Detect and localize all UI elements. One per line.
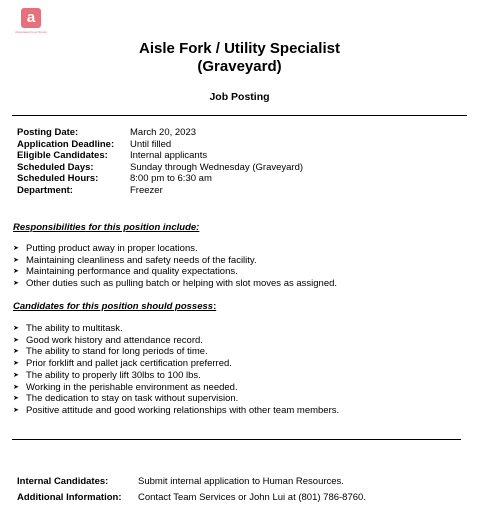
list-item-text: Good work history and attendance record. <box>26 334 203 346</box>
qualifications-heading-text: Candidates for this position should possess <box>13 301 214 312</box>
list-item <box>13 346 339 358</box>
list-item-text: Maintaining cleanliness and safety needs of the facility. <box>26 254 257 266</box>
qualifications-list <box>13 323 339 417</box>
contact-info <box>17 474 366 505</box>
list-item <box>13 243 337 255</box>
list-item <box>13 358 339 370</box>
arrow-bullet-icon: ➤ <box>13 395 19 403</box>
arrow-bullet-icon: ➤ <box>13 336 19 344</box>
logo-caption: Associated Food Stores <box>15 30 47 34</box>
arrow-bullet-icon: ➤ <box>13 268 19 276</box>
footer-row <box>17 474 366 490</box>
arrow-bullet-icon: ➤ <box>13 280 19 288</box>
detail-label: Department: <box>17 184 73 196</box>
detail-row <box>17 185 303 197</box>
list-item <box>13 370 339 382</box>
list-item <box>13 278 337 290</box>
bottom-divider <box>12 439 461 440</box>
arrow-bullet-icon: ➤ <box>13 383 19 391</box>
arrow-bullet-icon: ➤ <box>13 348 19 356</box>
page-subtitle: Job Posting <box>209 91 270 103</box>
footer-row <box>17 490 366 506</box>
arrow-bullet-icon: ➤ <box>13 325 19 332</box>
arrow-bullet-icon: ➤ <box>13 256 19 264</box>
list-item-text: The ability to stand for long periods of time. <box>26 346 208 358</box>
top-divider <box>12 115 467 116</box>
footer-value: Submit internal application to Human Resources. <box>138 476 344 487</box>
list-item-text: Prior forklift and pallet jack certification preferred. <box>26 358 232 370</box>
list-item-text: Other duties such as pulling batch or helping with slot moves as assigned. <box>26 278 338 290</box>
list-item <box>13 382 339 394</box>
list-item <box>13 405 339 417</box>
list-item <box>13 335 339 347</box>
footer-value: Contact Team Services or John Lui at (801) 786-8760. <box>138 491 366 503</box>
detail-label: Eligible Candidates: <box>17 150 108 162</box>
detail-row <box>17 127 303 139</box>
list-item <box>13 266 337 278</box>
company-logo <box>11 8 51 38</box>
list-item-text: Positive attitude and good working relationships with other team members. <box>26 404 340 416</box>
page-title <box>0 40 479 76</box>
arrow-bullet-icon: ➤ <box>13 360 19 368</box>
list-item-text: The ability to properly lift 30lbs to 100 lbs. <box>26 369 201 381</box>
qualifications-heading-colon: : <box>213 301 217 312</box>
responsibilities-heading: Responsibilities for this position include: <box>13 222 200 233</box>
title-line-2: (Graveyard) <box>197 58 282 75</box>
list-item-text: Putting product away in proper locations. <box>26 243 198 254</box>
qualifications-heading <box>13 301 216 312</box>
logo-mark: a <box>21 8 41 28</box>
detail-row <box>17 173 303 185</box>
detail-label: Scheduled Hours: <box>17 173 99 185</box>
list-item-text: The dedication to stay on task without supervision. <box>26 393 239 405</box>
title-line-1: Aisle Fork / Utility Specialist <box>139 40 340 57</box>
list-item <box>13 255 337 267</box>
arrow-bullet-icon: ➤ <box>13 245 19 252</box>
list-item <box>13 323 339 335</box>
detail-value: 8:00 pm to 6:30 am <box>130 173 212 185</box>
detail-value: Freezer <box>130 184 163 196</box>
list-item-text: Maintaining performance and quality expectations. <box>26 266 238 278</box>
detail-label: Application Deadline: <box>17 138 115 150</box>
detail-row <box>17 150 303 162</box>
detail-value: Until filled <box>130 138 172 150</box>
responsibilities-list <box>13 243 337 290</box>
detail-row <box>17 162 303 174</box>
footer-label: Internal Candidates: <box>17 476 109 487</box>
arrow-bullet-icon: ➤ <box>13 406 19 414</box>
list-item <box>13 393 339 405</box>
detail-label: Scheduled Days: <box>17 161 94 173</box>
detail-value: Internal applicants <box>130 150 208 162</box>
footer-label: Additional Information: <box>17 491 122 503</box>
arrow-bullet-icon: ➤ <box>13 371 19 379</box>
list-item-text: The ability to multitask. <box>26 323 123 334</box>
posting-details <box>17 127 303 197</box>
detail-row <box>17 139 303 151</box>
detail-label: Posting Date: <box>17 127 79 138</box>
detail-value: March 20, 2023 <box>130 127 197 138</box>
detail-value: Sunday through Wednesday (Graveyard) <box>130 161 304 173</box>
list-item-text: Working in the perishable environment as needed. <box>26 381 238 393</box>
